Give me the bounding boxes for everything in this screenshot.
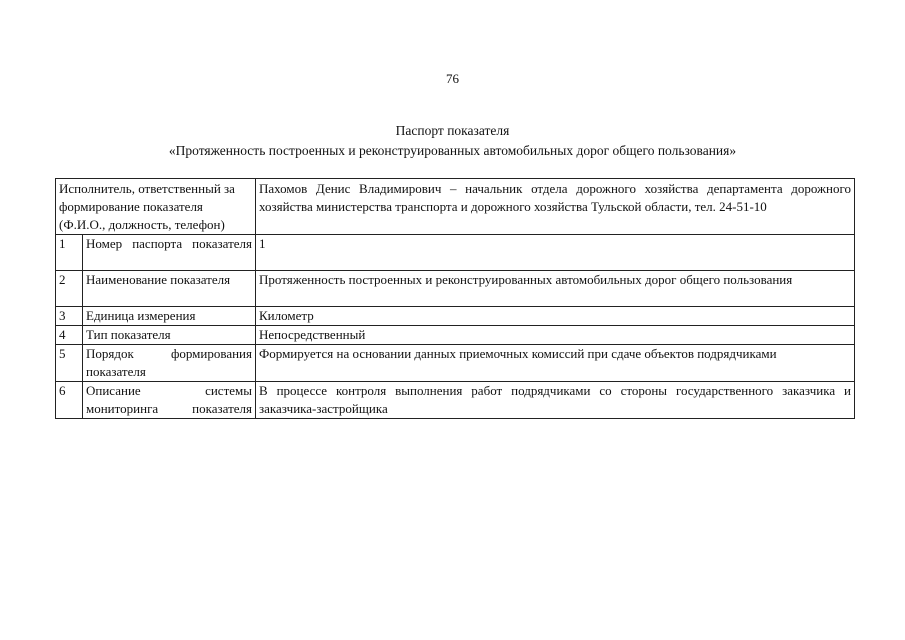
row-label: Номер паспорта показателя	[83, 235, 256, 271]
row-value: Протяженность построенных и реконструированных автомобильных дорог общего пользования	[256, 271, 855, 307]
row-value: 1	[256, 235, 855, 271]
row-label: Описание системы мониторинга показателя	[83, 382, 256, 419]
row-label: Наименование показателя	[83, 271, 256, 307]
row-number: 6	[56, 382, 83, 419]
table-row	[56, 345, 855, 382]
table-row	[56, 235, 855, 271]
row-number: 4	[56, 326, 83, 345]
row-label: Порядок формирования показателя	[83, 345, 256, 382]
executor-label: Исполнитель, ответственный за формирование показателя (Ф.И.О., должность, телефон)	[56, 179, 256, 235]
table-row	[56, 307, 855, 326]
row-number: 5	[56, 345, 83, 382]
page-number: 76	[446, 71, 459, 86]
document-title	[0, 121, 905, 161]
row-number: 3	[56, 307, 83, 326]
executor-row	[56, 179, 855, 235]
table-row	[56, 271, 855, 307]
row-number: 1	[56, 235, 83, 271]
table-row	[56, 382, 855, 419]
row-value: Непосредственный	[256, 326, 855, 345]
indicator-passport-table	[55, 178, 855, 419]
row-value: В процессе контроля выполнения работ подрядчиками со стороны государственного заказчика и заказчика-застройщика	[256, 382, 855, 419]
table-row	[56, 326, 855, 345]
row-number: 2	[56, 271, 83, 307]
title-line-1: Паспорт показателя	[395, 123, 510, 138]
row-label: Единица измерения	[83, 307, 256, 326]
row-value: Формируется на основании данных приемочных комиссий при сдаче объектов подрядчиками	[256, 345, 855, 382]
title-line-2: «Протяженность построенных и реконструированных автомобильных дорог общего пользования»	[168, 143, 737, 158]
row-value: Километр	[256, 307, 855, 326]
executor-value: Пахомов Денис Владимирович – начальник отдела дорожного хозяйства департамента дорожного хозяйства министерства транспорта и дорожного хозяйства Тульской области, тел. 24-51-10	[256, 179, 855, 235]
row-label: Тип показателя	[83, 326, 256, 345]
